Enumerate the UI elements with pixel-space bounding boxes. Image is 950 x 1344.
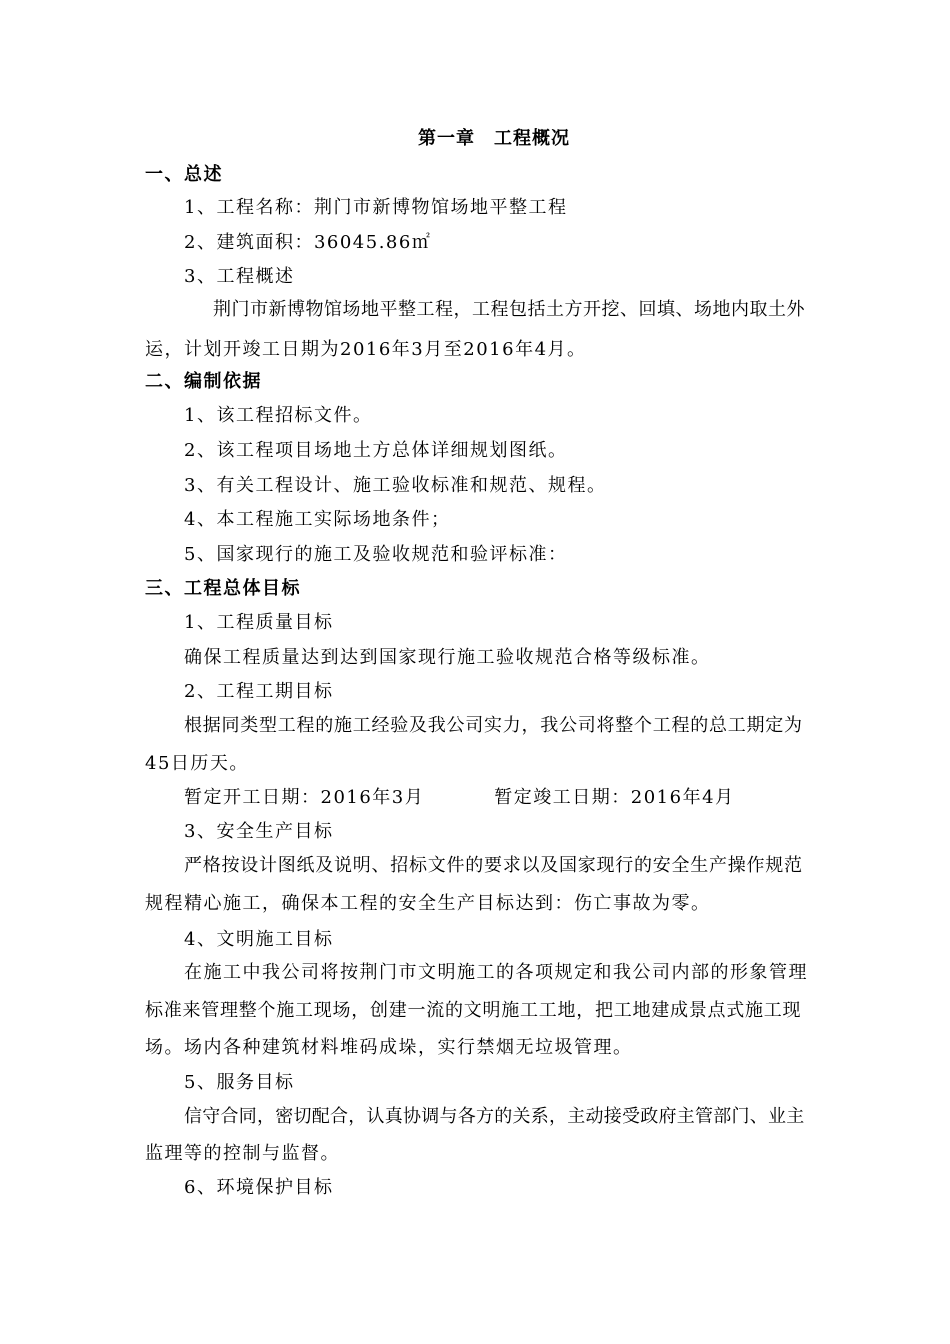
section-heading-overview: 一、总述 (145, 164, 223, 185)
project-overview-heading: 3、工程概述 (184, 266, 295, 287)
subheading: 1、工程质量目标 (184, 612, 334, 633)
paragraph-line: 标准来管理整个施工现场，创建一流的文明施工工地，把工地建成景点式施工现 (145, 1000, 802, 1021)
paragraph-line: 荆门市新博物馆场地平整工程，工程包括土方开挖、回填、场地内取土外 (213, 299, 805, 320)
paragraph-line: 运，计划开竣工日期为2016年3月至2016年4月。 (145, 339, 587, 360)
paragraph-line: 监理等的控制与监督。 (145, 1143, 340, 1164)
completion-date: 暂定竣工日期：2016年4月 (494, 787, 735, 808)
paragraph-line: 严格按设计图纸及说明、招标文件的要求以及国家现行的安全生产操作规范 (184, 855, 803, 876)
list-item: 1、该工程招标文件。 (184, 405, 373, 426)
section-heading-basis: 二、编制依据 (145, 371, 262, 392)
project-name-line: 1、工程名称：荆门市新博物馆场地平整工程 (184, 197, 568, 218)
subheading: 6、环境保护目标 (184, 1177, 334, 1198)
start-date: 暂定开工日期：2016年3月 (184, 787, 425, 808)
paragraph-line: 场。场内各种建筑材料堆码成垛，实行禁烟无垃圾管理。 (145, 1037, 633, 1058)
paragraph-line: 根据同类型工程的施工经验及我公司实力，我公司将整个工程的总工期定为 (184, 715, 803, 736)
subheading: 4、文明施工目标 (184, 929, 334, 950)
paragraph-line: 信守合同，密切配合，认真协调与各方的关系，主动接受政府主管部门、业主 (184, 1106, 805, 1127)
schedule-dates-line (184, 786, 735, 810)
section-heading-goals: 三、工程总体目标 (145, 578, 301, 599)
list-item: 2、该工程项目场地土方总体详细规划图纸。 (184, 440, 568, 461)
paragraph-line: 确保工程质量达到达到国家现行施工验收规范合格等级标准。 (184, 647, 711, 668)
subheading: 2、工程工期目标 (184, 681, 334, 702)
building-area-line: 2、建筑面积：36045.86㎡ (184, 232, 432, 253)
chapter-title: 第一章 工程概况 (418, 128, 570, 149)
list-item: 4、本工程施工实际场地条件； (184, 509, 451, 530)
list-item: 3、有关工程设计、施工验收标准和规范、规程。 (184, 475, 607, 496)
list-item: 5、国家现行的施工及验收规范和验评标准： (184, 544, 568, 565)
paragraph-line: 45日历天。 (145, 753, 249, 774)
paragraph-line: 规程精心施工，确保本工程的安全生产目标达到：伤亡事故为零。 (145, 893, 711, 914)
paragraph-line: 在施工中我公司将按荆门市文明施工的各项规定和我公司内部的形象管理 (184, 962, 808, 983)
subheading: 5、服务目标 (184, 1072, 295, 1093)
subheading: 3、安全生产目标 (184, 821, 334, 842)
